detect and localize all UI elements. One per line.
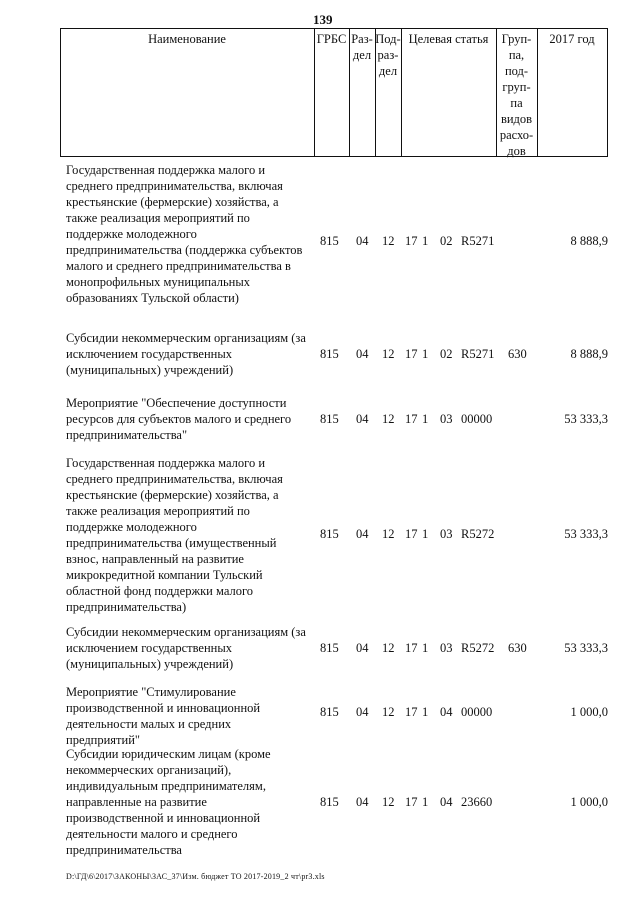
amount-cell: 1 000,0 [570,795,608,809]
header-razdel: Раз- дел [351,32,373,62]
target-subprogram-cell: 1 [422,234,429,248]
amount-cell: 1 000,0 [570,705,608,719]
row-name: Субсидии некоммерческим организациям (за исключением государственных (муниципальных) учреждений) [66,331,306,377]
podrazdel-cell: 12 [382,641,395,655]
podrazdel-cell: 12 [382,347,395,361]
target-subprogram-cell: 1 [422,412,429,426]
target-program-cell: 17 [405,234,418,248]
razdel-cell: 04 [356,705,369,719]
target-code-cell: R5272 [461,641,495,655]
row-name: Государственная поддержка малого и среднего предпринимательства, включая крестьянские (фермерские) хозяйства, а также реализация мероприятий по поддержке молодежного предпринимательства (имущественный взнос, направленный на развитие микрокредитной компании Тульский областной фонд поддержки малого предпринимательства) [66,456,283,614]
grbs-cell: 815 [320,347,339,361]
razdel-cell: 04 [356,527,369,541]
amount-cell: 53 333,3 [564,412,608,426]
row-name: Субсидии юридическим лицам (кроме некоммерческих организаций), индивидуальным предпринимателям, направленные на развитие производственной и инновационной деятельности малого и среднего предпринимательства [66,747,271,857]
amount-cell: 8 888,9 [570,347,608,361]
target-program-cell: 17 [405,412,418,426]
podrazdel-cell: 12 [382,527,395,541]
razdel-cell: 04 [356,641,369,655]
file-path-footer: D:\ГД\6\2017\ЗАКОНЫ\ЗАС_37\Изм. бюджет ТО 2017-2019_2 чт\pr3.xls [66,872,325,881]
header-podrazdel: Под- раз- дел [375,32,401,78]
podrazdel-cell: 12 [382,234,395,248]
grbs-cell: 815 [320,795,339,809]
header-name: Наименование [148,32,226,46]
target-subprogram-cell: 1 [422,641,429,655]
target-code-cell: R5271 [461,347,495,361]
header-top-border [60,28,608,29]
podrazdel-cell: 12 [382,795,395,809]
target-program-cell: 17 [405,641,418,655]
grbs-cell: 815 [320,527,339,541]
col-divider [537,28,538,156]
col-divider [607,28,608,156]
target-code-cell: 23660 [461,795,493,809]
header-expense-type: Груп- па, под- груп- па видов расхо- дов [499,32,534,158]
row-name: Мероприятие "Обеспечение доступности ресурсов для субъектов малого и среднего предпринимательства" [66,396,292,442]
target-subprogram-cell: 1 [422,795,429,809]
grbs-cell: 815 [320,705,339,719]
razdel-cell: 04 [356,412,369,426]
target-event-cell: 04 [440,705,453,719]
podrazdel-cell: 12 [382,705,395,719]
row-name: Мероприятие "Стимулирование производственной и инновационной деятельности малых и средних предприятий" [66,685,261,747]
col-divider [60,28,61,156]
col-divider [314,28,315,156]
row-name: Государственная поддержка малого и среднего предпринимательства, включая крестьянские (фермерские) хозяйства, а также реализация мероприятий по поддержке молодежного предпринимательства (поддержка субъектов малого и среднего предпринимательства в монопрофильных муниципальных образованиях Тульской области) [66,163,303,305]
amount-cell: 53 333,3 [564,641,608,655]
row-name: Субсидии некоммерческим организациям (за исключением государственных (муниципальных) учреждений) [66,625,306,671]
target-event-cell: 04 [440,795,453,809]
razdel-cell: 04 [356,795,369,809]
page-number: 139 [313,12,333,27]
grbs-cell: 815 [320,641,339,655]
grbs-cell: 815 [320,234,339,248]
razdel-cell: 04 [356,347,369,361]
target-code-cell: R5271 [461,234,495,248]
target-subprogram-cell: 1 [422,705,429,719]
expense-type-cell: 630 [508,641,527,655]
target-event-cell: 02 [440,347,453,361]
target-code-cell: 00000 [461,412,493,426]
header-grbs: ГРБС [316,32,347,46]
target-program-cell: 17 [405,347,418,361]
amount-cell: 8 888,9 [570,234,608,248]
target-code-cell: 00000 [461,705,493,719]
target-program-cell: 17 [405,705,418,719]
target-event-cell: 03 [440,641,453,655]
target-program-cell: 17 [405,527,418,541]
target-event-cell: 03 [440,527,453,541]
header-year: 2017 год [549,32,595,46]
target-event-cell: 03 [440,412,453,426]
target-subprogram-cell: 1 [422,347,429,361]
amount-cell: 53 333,3 [564,527,608,541]
target-subprogram-cell: 1 [422,527,429,541]
expense-type-cell: 630 [508,347,527,361]
target-code-cell: R5272 [461,527,495,541]
header-target-article: Целевая статья [408,32,489,46]
target-event-cell: 02 [440,234,453,248]
target-program-cell: 17 [405,795,418,809]
razdel-cell: 04 [356,234,369,248]
col-divider [401,28,402,156]
podrazdel-cell: 12 [382,412,395,426]
grbs-cell: 815 [320,412,339,426]
